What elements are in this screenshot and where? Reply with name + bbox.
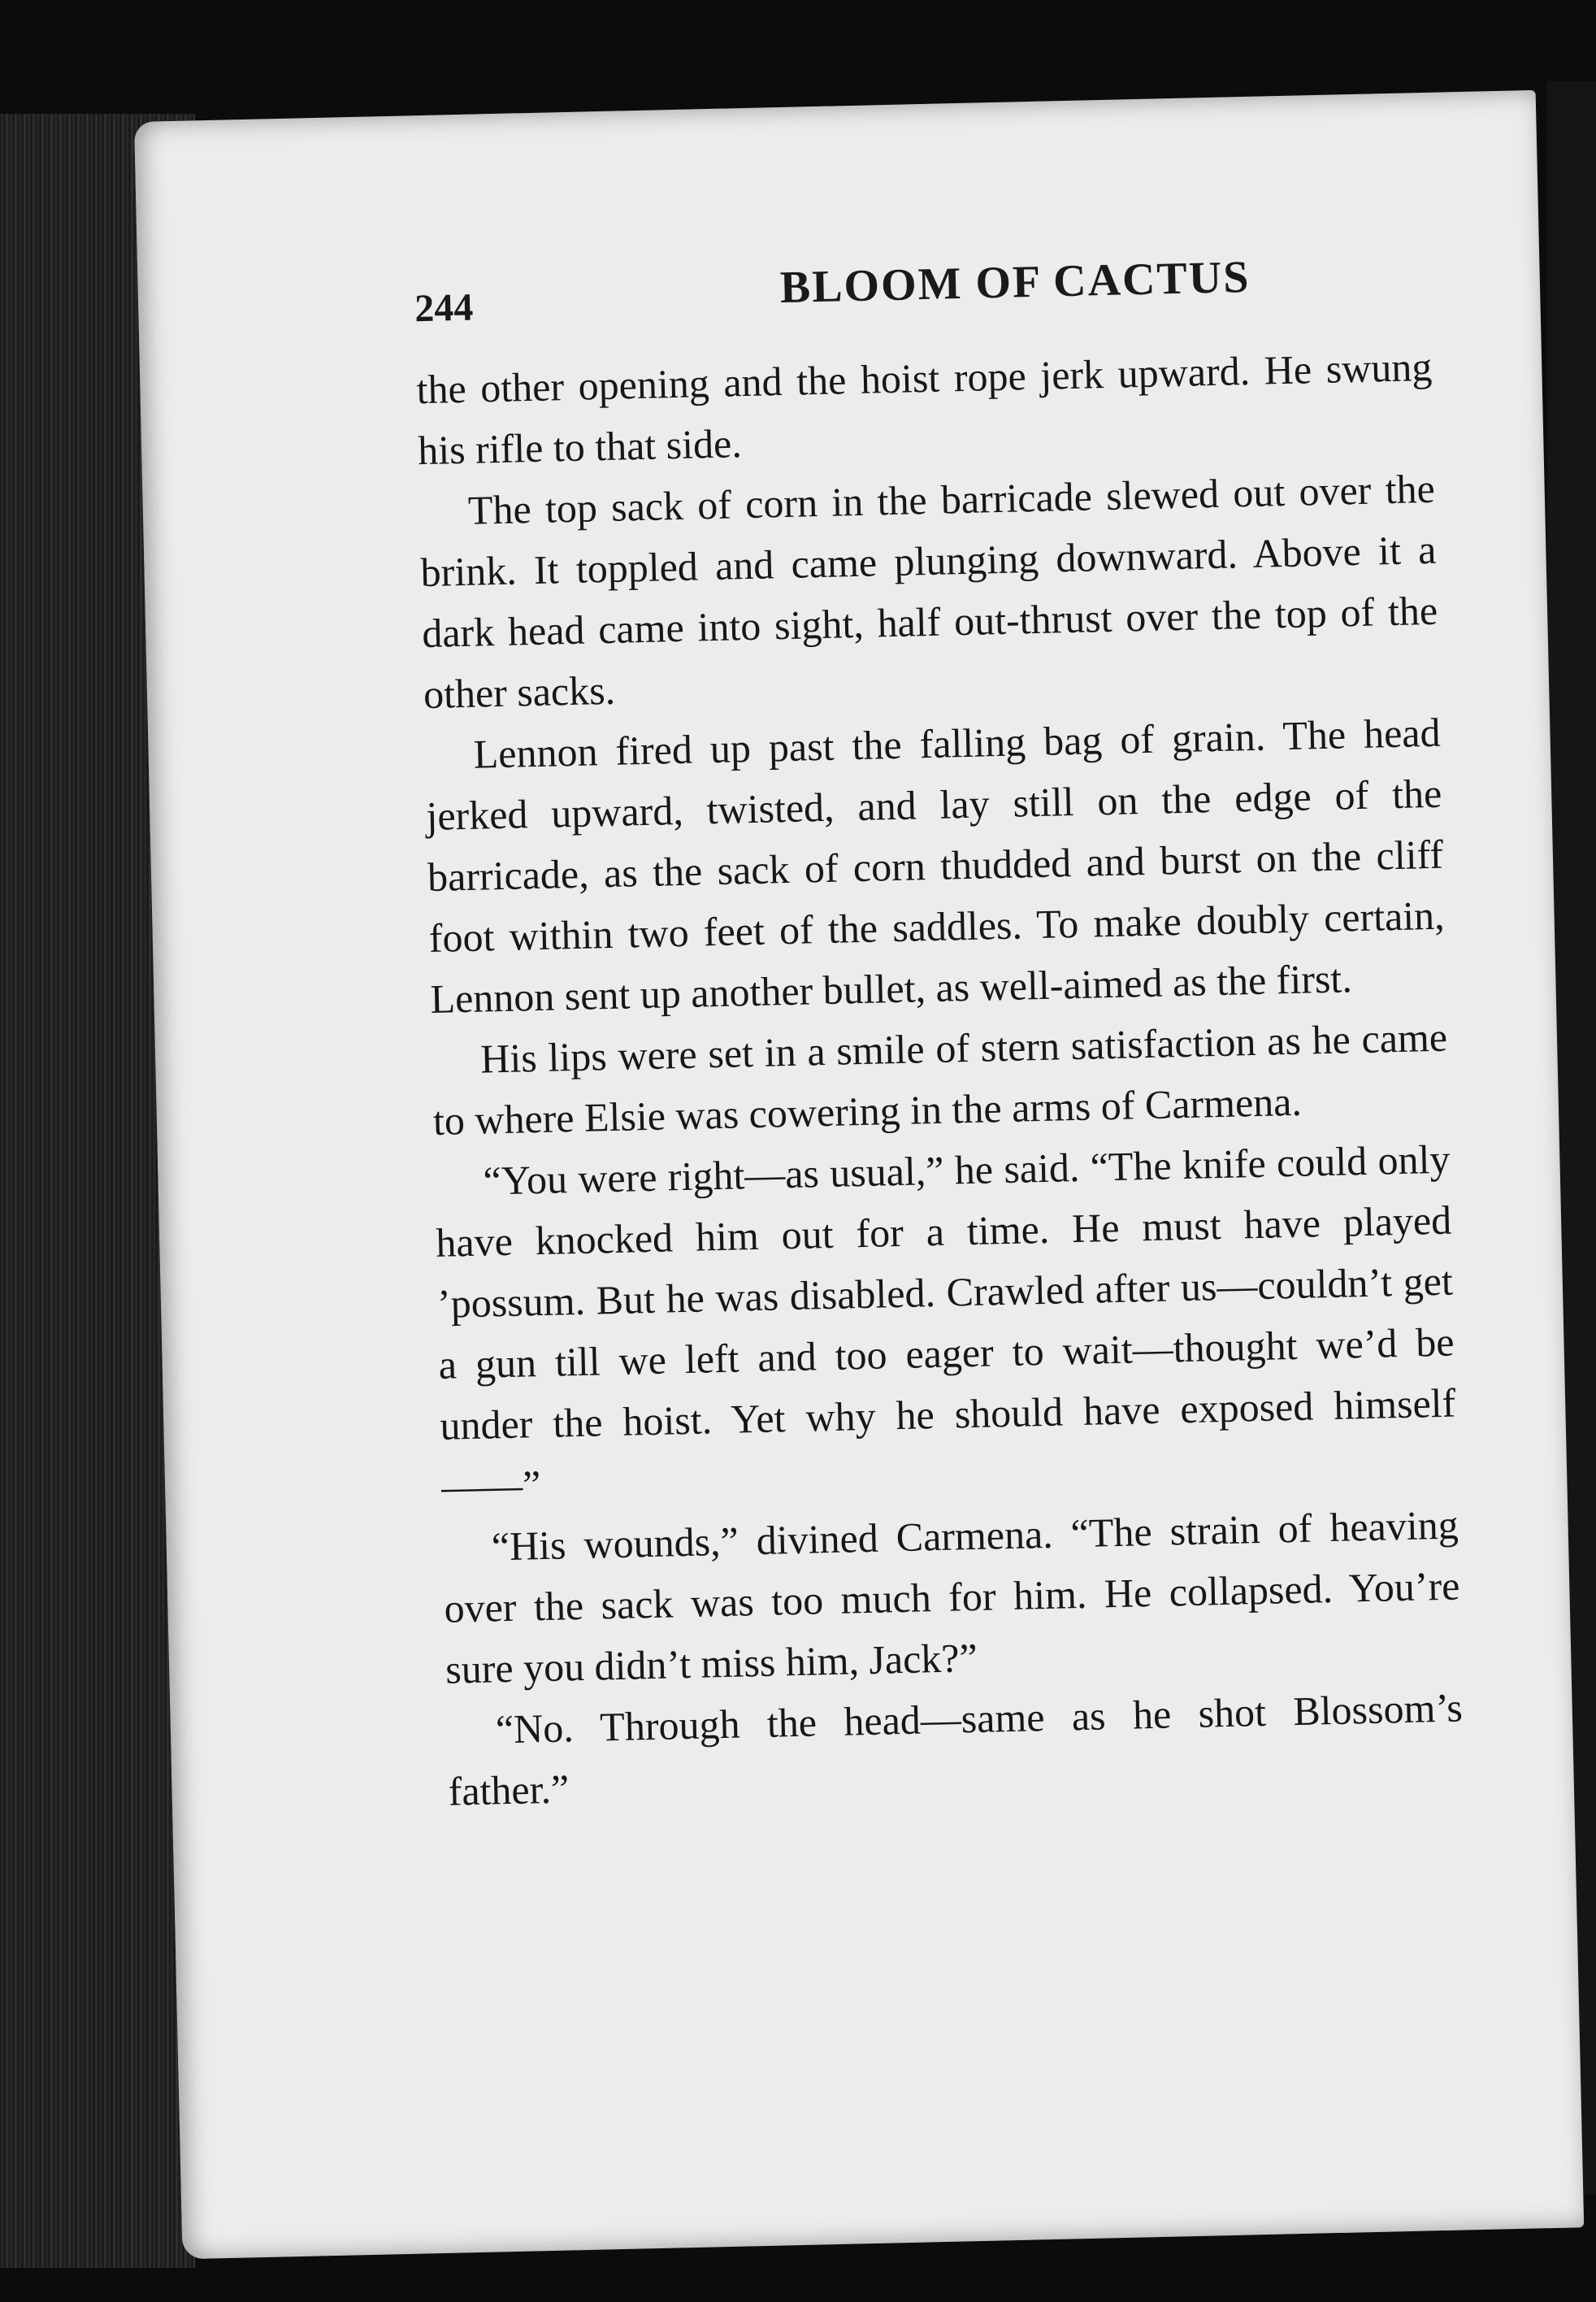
paragraph: His lips were set in a smile of stern satisfaction as he came to where Elsie was cowering in the arms of Carmena. (432, 1014, 1448, 1144)
paragraph: “You were right—as usual,” he said. “The knife could only have knocked him out for a time. He must have played ’possum. But he was disabled. Crawled after us—couldn’t get a gun till we left and too eager to wait—thought we’d be under the hoist. Yet why he should have exposed himself——” (435, 1136, 1456, 1509)
paragraph: The top sack of corn in the barricade slewed out over the brink. It toppled and came plunging downward. Above it a dark head came into sight, half out-thrust over the top of the other sacks. (420, 465, 1438, 718)
book-page (134, 90, 1584, 2259)
paragraph: “No. Through the head—same as he shot Blossom’s father.” (448, 1684, 1464, 1814)
paragraph: the other opening and the hoist rope jerk upward. He swung his rifle to that side. (415, 343, 1433, 474)
paragraph: Lennon fired up past the falling bag of grain. The head jerked upward, twisted, and lay still on the edge of the barricade, as the sack of corn thudded and burst on the cliff foot within two feet of the saddles. To make doubly certain, Lennon sent up another bullet, as well-aimed as the first. (425, 709, 1446, 1022)
paragraph: “His wounds,” divined Carmena. “The strain of heaving over the sack was too much for him. He collapsed. You’re sure you didn’t miss him, Jack?” (443, 1501, 1460, 1692)
body-text (416, 337, 1465, 1822)
page-number: 244 (414, 285, 474, 331)
book-title: BLOOM OF CACTUS (779, 251, 1251, 314)
